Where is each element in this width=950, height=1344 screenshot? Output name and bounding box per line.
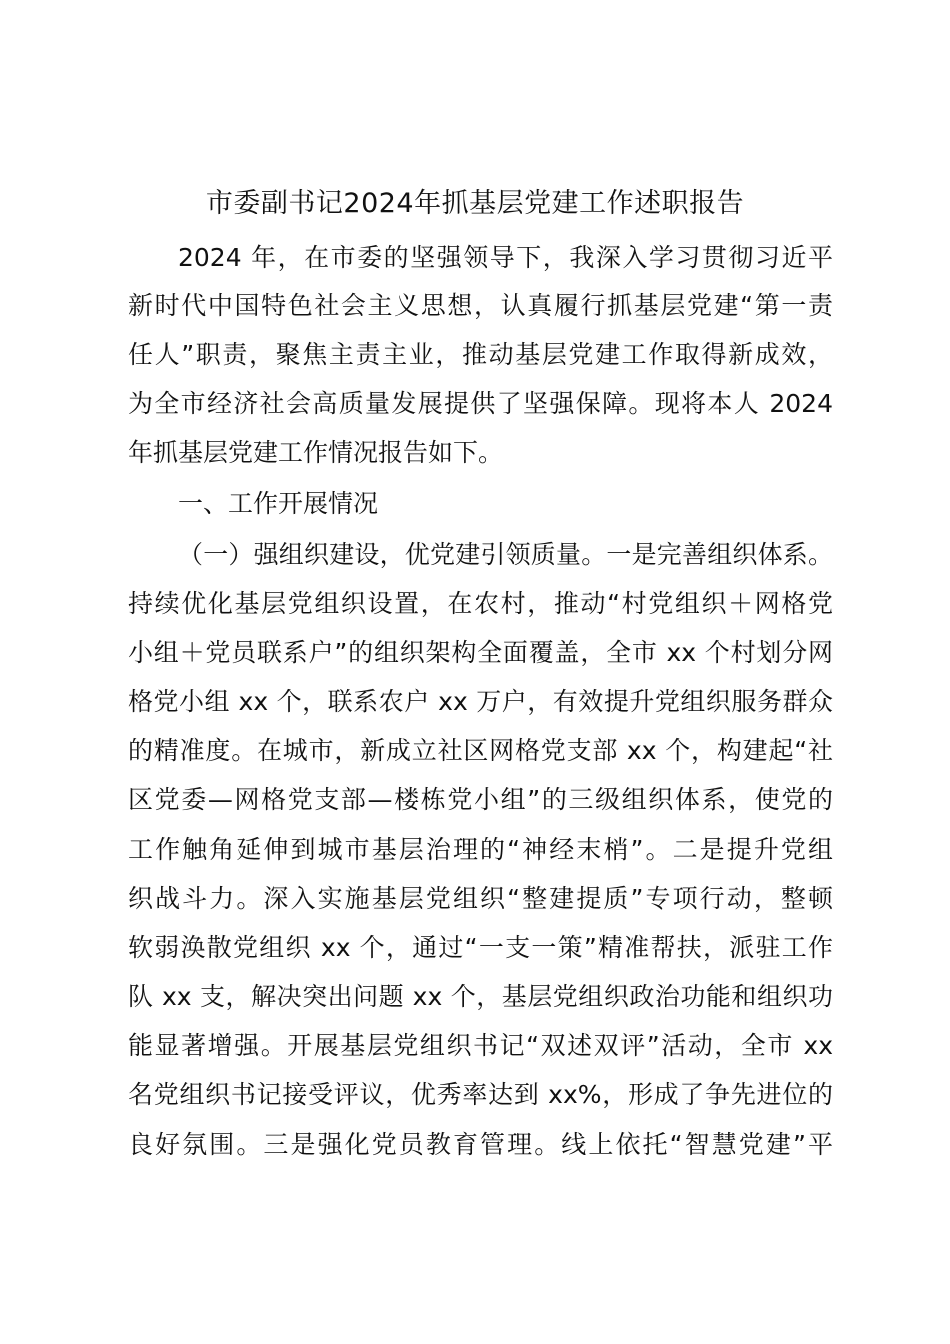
intro-line-1: 2024 年，在市委的坚强领导下，我深入学习贯彻习近平 [178, 243, 833, 272]
intro-line-5: 年抓基层党建工作情况报告如下。 [128, 438, 504, 467]
body-line-1: （一）强组织建设，优党建引领质量。一是完善组织体系。 [178, 540, 833, 569]
body-line-10: 队 xx 支，解决突出问题 xx 个，基层党组织政治功能和组织功 [128, 982, 833, 1011]
body-line-13: 良好氛围。三是强化党员教育管理。线上依托“智慧党建”平 [128, 1130, 833, 1159]
intro-line-2: 新时代中国特色社会主义思想，认真履行抓基层党建“第一责 [128, 291, 833, 320]
body-line-9: 软弱涣散党组织 xx 个，通过“一支一策”精准帮扶，派驻工作 [128, 933, 833, 962]
body-line-6: 区党委—网格党支部—楼栋党小组”的三级组织体系，使党的 [128, 785, 833, 814]
intro-line-4: 为全市经济社会高质量发展提供了坚强保障。现将本人 2024 [128, 389, 833, 418]
body-line-7: 工作触角延伸到城市基层治理的“神经末梢”。二是提升党组 [128, 835, 833, 864]
body-line-12: 名党组织书记接受评议，优秀率达到 xx%，形成了争先进位的 [128, 1080, 833, 1109]
document-title: 市委副书记2024年抓基层党建工作述职报告 [205, 188, 745, 219]
body-line-8: 织战斗力。深入实施基层党组织“整建提质”专项行动，整顿 [128, 884, 833, 913]
section-heading: 一、工作开展情况 [178, 489, 379, 518]
body-line-5: 的精准度。在城市，新成立社区网格党支部 xx 个，构建起“社 [128, 736, 833, 765]
body-line-2: 持续优化基层党组织设置，在农村，推动“村党组织＋网格党 [128, 589, 833, 618]
body-line-4: 格党小组 xx 个，联系农户 xx 万户，有效提升党组织服务群众 [128, 687, 833, 716]
body-line-11: 能显著增强。开展基层党组织书记“双述双评”活动，全市 xx [128, 1031, 833, 1060]
intro-line-3: 任人”职责，聚焦主责主业，推动基层党建工作取得新成效， [128, 340, 833, 369]
body-line-3: 小组＋党员联系户”的组织架构全面覆盖，全市 xx 个村划分网 [128, 638, 833, 667]
